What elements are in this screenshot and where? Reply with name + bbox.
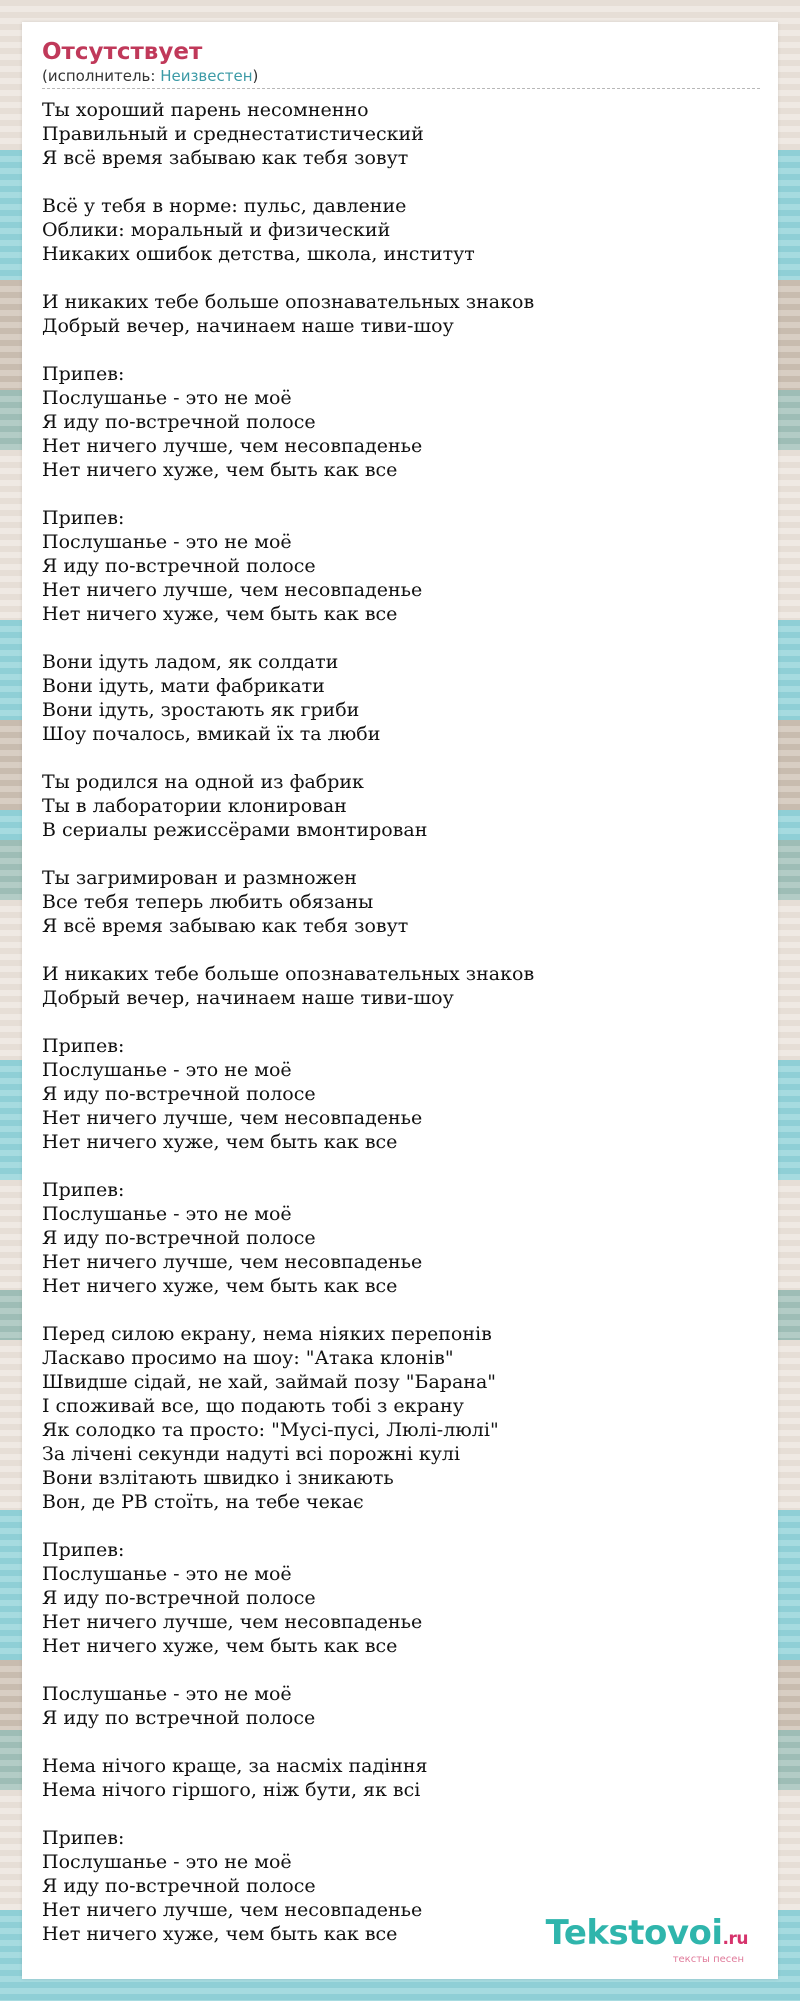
lyrics-line: Послушанье - это не моё: [42, 1563, 292, 1585]
artist-prefix: (исполнитель:: [42, 67, 161, 85]
lyrics-line: Припев:: [42, 1827, 125, 1849]
lyrics-line: И никаких тебе больше опознавательных знаков: [42, 291, 535, 313]
site-logo[interactable]: [545, 1913, 748, 1965]
lyrics-card: [22, 22, 778, 1979]
lyrics-line: Я иду по встречной полосе: [42, 1707, 316, 1729]
lyrics-line: Я иду по-встречной полосе: [42, 1083, 316, 1105]
lyrics-stanza: [42, 194, 758, 266]
artist-link[interactable]: Неизвестен: [160, 67, 253, 85]
lyrics-line: Ласкаво просимо на шоу: "Атака клонів": [42, 1347, 454, 1369]
lyrics-stanza: [42, 98, 758, 170]
lyrics-stanza: [42, 362, 758, 482]
lyrics-line: Всё у тебя в норме: пульс, давление: [42, 195, 407, 217]
lyrics-line: Я иду по-встречной полосе: [42, 1875, 316, 1897]
lyrics-line: Нет ничего хуже, чем быть как все: [42, 1131, 398, 1153]
lyrics-line: Шоу почалось, вмикай їх та люби: [42, 723, 381, 745]
lyrics-line: Я иду по-встречной полосе: [42, 555, 316, 577]
lyrics-line: Нет ничего лучше, чем несовпаденье: [42, 435, 423, 457]
artist-line: [42, 66, 760, 89]
lyrics-line: Ты родился на одной из фабрик: [42, 771, 364, 793]
lyrics-line: Нет ничего хуже, чем быть как все: [42, 1923, 398, 1945]
lyrics-line: Припев:: [42, 1539, 125, 1561]
lyrics-line: Я иду по-встречной полосе: [42, 1227, 316, 1249]
lyrics-line: Нет ничего лучше, чем несовпаденье: [42, 1899, 423, 1921]
lyrics-line: В сериалы режиссёрами вмонтирован: [42, 819, 428, 841]
lyrics-line: За лічені секунди надуті всі порожні кулі: [42, 1443, 461, 1465]
lyrics-line: Вон, де РВ стоїть, на тебе чекає: [42, 1491, 364, 1513]
lyrics-line: Нет ничего лучше, чем несовпаденье: [42, 579, 423, 601]
lyrics-line: Послушанье - это не моё: [42, 1683, 292, 1705]
lyrics-line: Послушанье - это не моё: [42, 387, 292, 409]
lyrics-line: І споживай все, що подають тобі з екрану: [42, 1395, 464, 1417]
lyrics-line: Нет ничего лучше, чем несовпаденье: [42, 1251, 423, 1273]
lyrics-line: Облики: моральный и физический: [42, 219, 391, 241]
lyrics-line: Добрый вечер, начинаем наше тиви-шоу: [42, 315, 454, 337]
lyrics-line: Нет ничего хуже, чем быть как все: [42, 1275, 398, 1297]
lyrics-line: Я иду по-встречной полосе: [42, 411, 316, 433]
lyrics-stanza: [42, 1322, 758, 1514]
lyrics-line: Послушанье - это не моё: [42, 1851, 292, 1873]
lyrics-stanza: [42, 650, 758, 746]
lyrics-line: Нема нічого краще, за насміх падіння: [42, 1755, 428, 1777]
lyrics-stanza: [42, 1754, 758, 1802]
lyrics-line: Ты в лаборатории клонирован: [42, 795, 347, 817]
lyrics-stanza: [42, 1178, 758, 1298]
lyrics-line: Нет ничего хуже, чем быть как все: [42, 1635, 398, 1657]
lyrics-line: Никаких ошибок детства, школа, институт: [42, 243, 475, 265]
lyrics-line: Послушанье - это не моё: [42, 531, 292, 553]
lyrics-line: Послушанье - это не моё: [42, 1203, 292, 1225]
lyrics-line: Правильный и среднестатистический: [42, 123, 424, 145]
lyrics-line: Ты загримирован и размножен: [42, 867, 357, 889]
lyrics-line: Припев:: [42, 363, 125, 385]
lyrics-line: Нет ничего хуже, чем быть как все: [42, 603, 398, 625]
lyrics-text: [42, 98, 758, 1946]
lyrics-line: Ты хороший парень несомненно: [42, 99, 369, 121]
lyrics-line: Я всё время забываю как тебя зовут: [42, 915, 409, 937]
lyrics-line: Припев:: [42, 507, 125, 529]
lyrics-stanza: [42, 1538, 758, 1658]
lyrics-line: Вони ідуть, мати фабрикати: [42, 675, 325, 697]
lyrics-line: Як солодко та просто: "Мусі-пусі, Люлі-люлі": [42, 1419, 499, 1441]
lyrics-line: Нема нічого гіршого, ніж бути, як всі: [42, 1779, 421, 1801]
lyrics-line: Вони взлітають швидко і зникають: [42, 1467, 394, 1489]
lyrics-line: Перед силою екрану, нема ніяких перепонів: [42, 1323, 492, 1345]
lyrics-stanza: [42, 770, 758, 842]
song-title: Отсутствует: [42, 39, 203, 65]
artist-suffix: ): [252, 67, 259, 85]
lyrics-line: Все тебя теперь любить обязаны: [42, 891, 374, 913]
lyrics-line: Нет ничего лучше, чем несовпаденье: [42, 1611, 423, 1633]
lyrics-line: Послушанье - это не моё: [42, 1059, 292, 1081]
lyrics-line: Вони ідуть, зростають як гриби: [42, 699, 360, 721]
lyrics-line: Нет ничего хуже, чем быть как все: [42, 459, 398, 481]
lyrics-line: Вони ідуть ладом, як солдати: [42, 651, 339, 673]
logo-tagline: тексты песен: [672, 1954, 744, 1965]
lyrics-line: Я иду по-встречной полосе: [42, 1587, 316, 1609]
lyrics-stanza: [42, 1682, 758, 1730]
lyrics-line: Припев:: [42, 1179, 125, 1201]
lyrics-stanza: [42, 290, 758, 338]
lyrics-line: Добрый вечер, начинаем наше тиви-шоу: [42, 987, 454, 1009]
lyrics-line: Нет ничего лучше, чем несовпаденье: [42, 1107, 423, 1129]
logo-wordmark: [545, 1913, 748, 1956]
lyrics-stanza: [42, 962, 758, 1010]
lyrics-line: И никаких тебе больше опознавательных знаков: [42, 963, 535, 985]
lyrics-stanza: [42, 1034, 758, 1154]
lyrics-stanza: [42, 506, 758, 626]
lyrics-stanza: [42, 866, 758, 938]
logo-main-text: Tekstovoi: [545, 1913, 723, 1953]
lyrics-line: Я всё время забываю как тебя зовут: [42, 147, 409, 169]
lyrics-line: Припев:: [42, 1035, 125, 1057]
logo-tld: .ru: [722, 1929, 748, 1949]
lyrics-line: Швидше сідай, не хай, займай позу "Барана": [42, 1371, 497, 1393]
